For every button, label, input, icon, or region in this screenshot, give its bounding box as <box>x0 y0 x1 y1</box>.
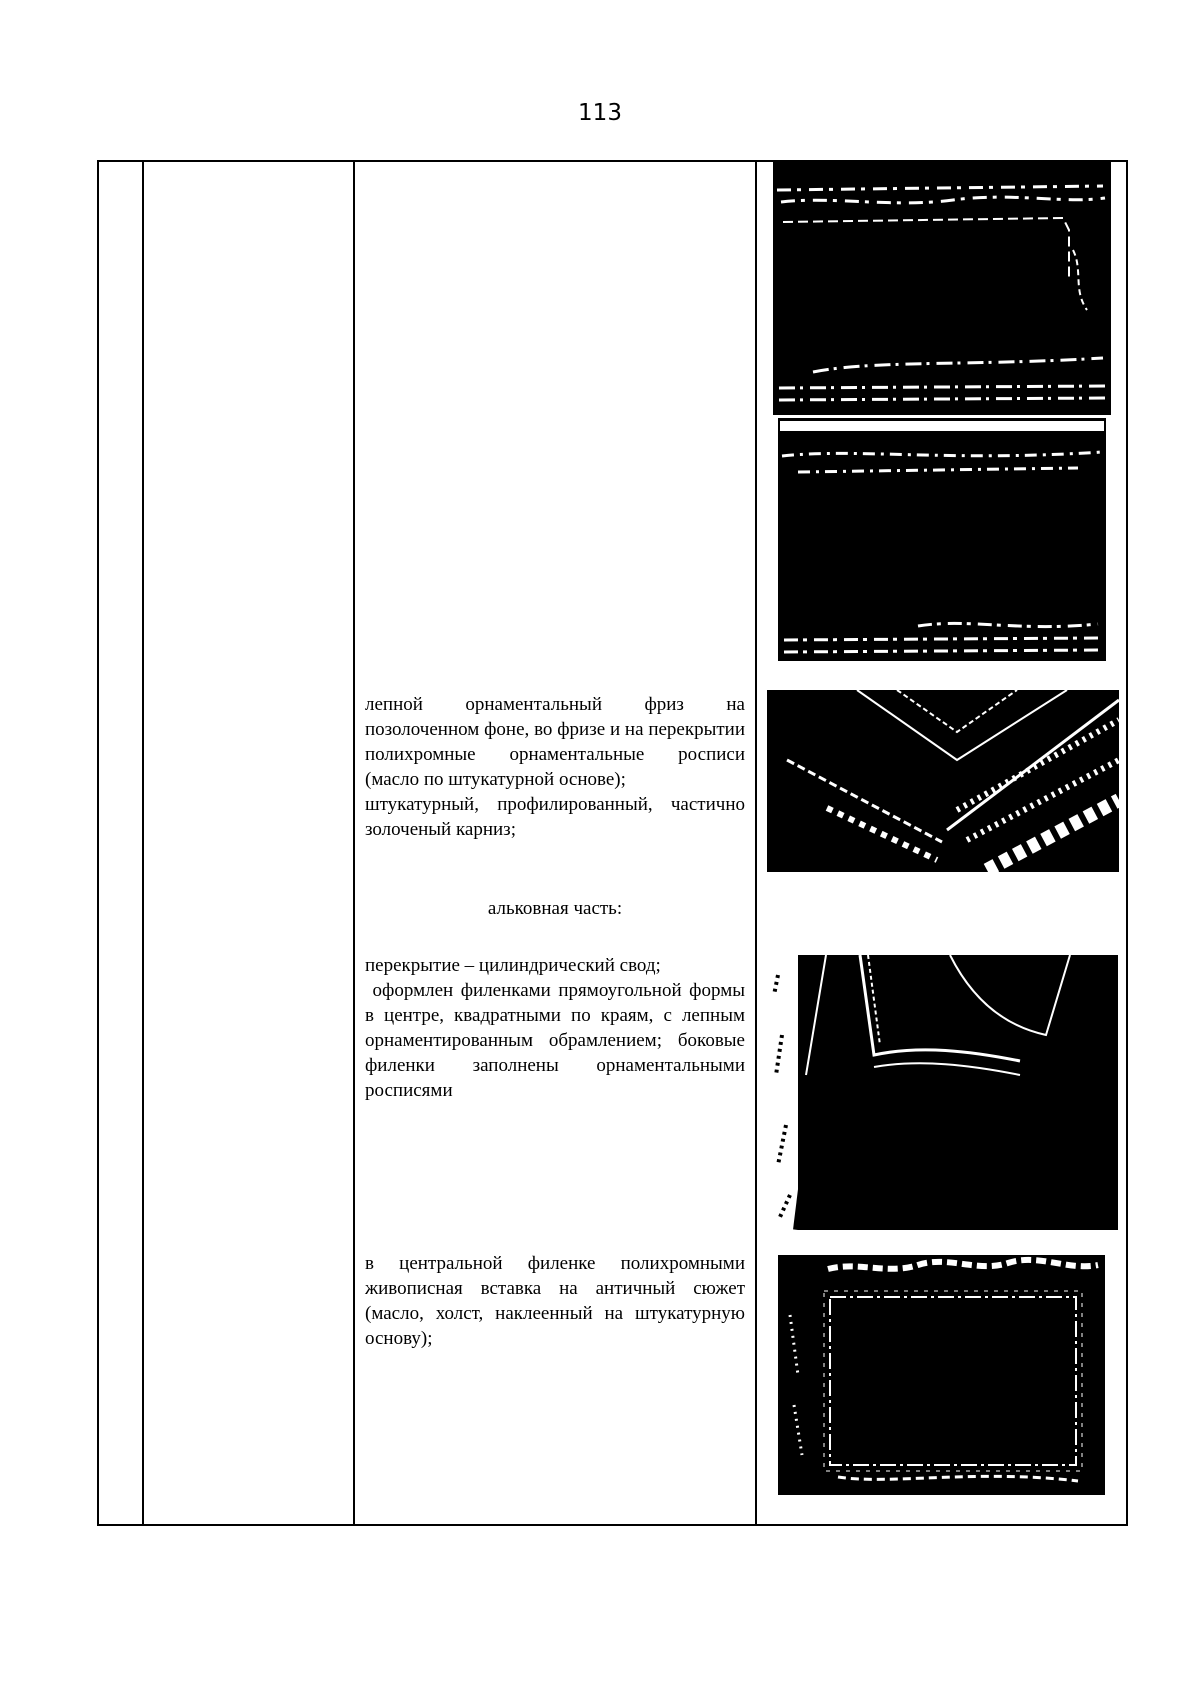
photo-central-panel <box>778 1255 1105 1495</box>
paragraph: лепной орнаментальный фриз на позолоченном фоне, во фризе и на перекрытии полихромные орнаментальные росписи (масло по штукатурной основе); <box>365 694 745 790</box>
paragraph: оформлен филенками прямоугольной формы в центре, квадратными по краям, с лепным орнаментированным обрамлением; боковые филенки заполнены орнаментальными росписями <box>365 980 750 1101</box>
section-heading-alcove <box>365 896 745 921</box>
photo-ceiling-frieze-2 <box>778 418 1106 661</box>
description-vault <box>365 953 750 1103</box>
photo-ceiling-frieze <box>773 160 1111 415</box>
column-divider <box>142 160 144 1526</box>
column-divider <box>755 160 757 1526</box>
photo-alcove-vault <box>770 955 1118 1230</box>
paragraph: штукатурный, профилированный, частично золоченый карниз; <box>365 794 745 840</box>
column-divider <box>353 160 355 1526</box>
description-cornice <box>365 692 745 842</box>
paragraph: перекрытие – цилиндрический свод; <box>365 955 661 976</box>
photo-cornice <box>767 690 1119 872</box>
paragraph: альковная часть: <box>487 898 623 919</box>
description-central-panel <box>365 1251 745 1351</box>
page-number: 113 <box>578 100 622 126</box>
paragraph: в центральной филенке полихромными живописная вставка на античный сюжет (масло, холст, наклеенный на штукатурную основу); <box>365 1253 745 1349</box>
